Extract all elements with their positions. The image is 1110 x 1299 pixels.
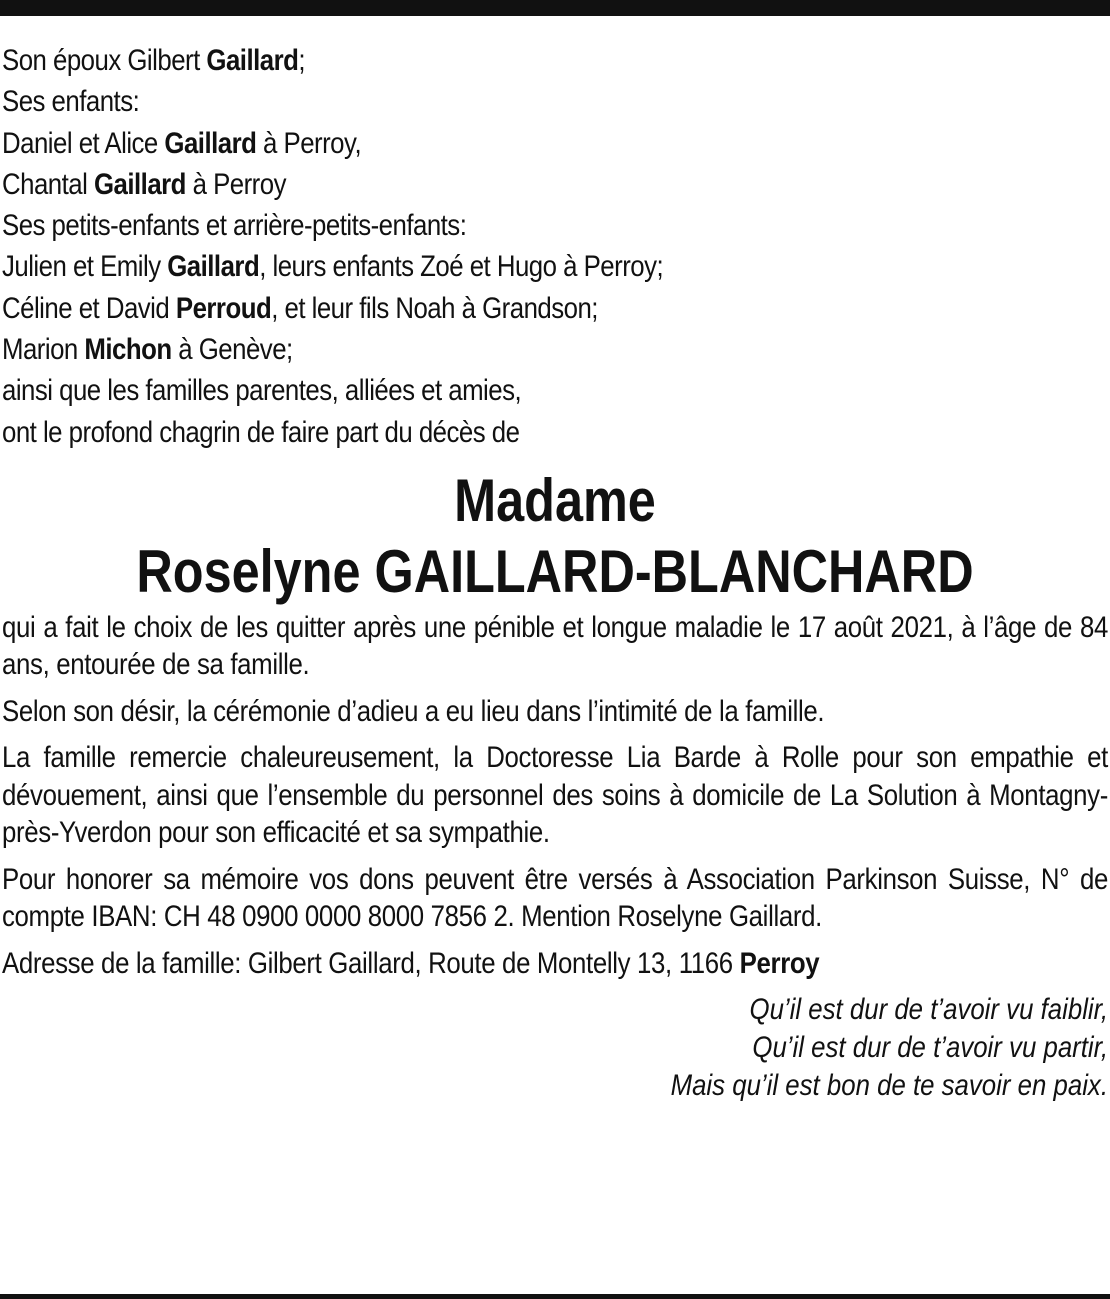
poem-line-3: Mais qu’il est bon de te savoir en paix. <box>670 1069 1108 1103</box>
notice-body <box>2 609 1108 983</box>
top-rule <box>0 0 1110 16</box>
obituary-notice <box>2 40 1108 1105</box>
family-line-relatives: ainsi que les familles parentes, alliées et amies, <box>2 374 522 408</box>
family-line-spouse: Son époux Gilbert Gaillard; <box>2 44 306 77</box>
paragraph-family-address: Adresse de la famille: Gilbert Gaillard, Route de Montelly 13, 1166 Perroy <box>2 946 820 980</box>
family-line-grandchild-2: Céline et David Perroud, et leur fils Noah à Grandson; <box>2 291 598 325</box>
family-line-announcement: ont le profond chagrin de faire part du décès de <box>2 415 520 449</box>
poem-line-2: Qu’il est dur de t’avoir vu partir, <box>752 1031 1108 1065</box>
family-list <box>2 40 1108 453</box>
paragraph-ceremony: Selon son désir, la cérémonie d’adieu a eu lieu dans l’intimité de la famille. <box>2 694 825 728</box>
paragraph-passing: qui a fait le choix de les quitter après une pénible et longue maladie le 17 août 2021, à l’âge de 84 ans, entourée de sa famille. <box>2 610 1108 682</box>
deceased-name-block <box>2 465 1108 607</box>
bottom-rule <box>0 1294 1110 1299</box>
deceased-name: Roselyne GAILLARD-BLANCHARD <box>136 537 974 605</box>
paragraph-donations: Pour honorer sa mémoire vos dons peuvent être versés à Association Parkinson Suisse, N° de compte IBAN: CH 48 0900 0000 8000 7856 2. Mention Roselyne Gaillard. <box>2 862 1108 934</box>
closing-poem <box>2 991 1108 1105</box>
family-line-grandchild-3: Marion Michon à Genève; <box>2 333 293 367</box>
family-line-child-2: Chantal Gaillard à Perroy <box>2 167 286 201</box>
family-line-grandchild-1: Julien et Emily Gaillard, leurs enfants Zoé et Hugo à Perroy; <box>2 250 664 284</box>
family-line-children-heading: Ses enfants: <box>2 85 140 119</box>
deceased-title: Madame <box>454 466 656 534</box>
paragraph-thanks: La famille remercie chaleureusement, la Doctoresse Lia Barde à Rolle pour son empathie et dévouement, ainsi que l’ensemble du personnel des soins à domicile de La Solution à Montagny-près-Yverdon pour son efficacité et sa sympathie. <box>2 741 1108 850</box>
family-line-grandchildren-heading: Ses petits-enfants et arrière-petits-enfants: <box>2 209 467 243</box>
poem-line-1: Qu’il est dur de t’avoir vu faiblir, <box>749 993 1108 1027</box>
family-line-child-1: Daniel et Alice Gaillard à Perroy, <box>2 126 362 160</box>
